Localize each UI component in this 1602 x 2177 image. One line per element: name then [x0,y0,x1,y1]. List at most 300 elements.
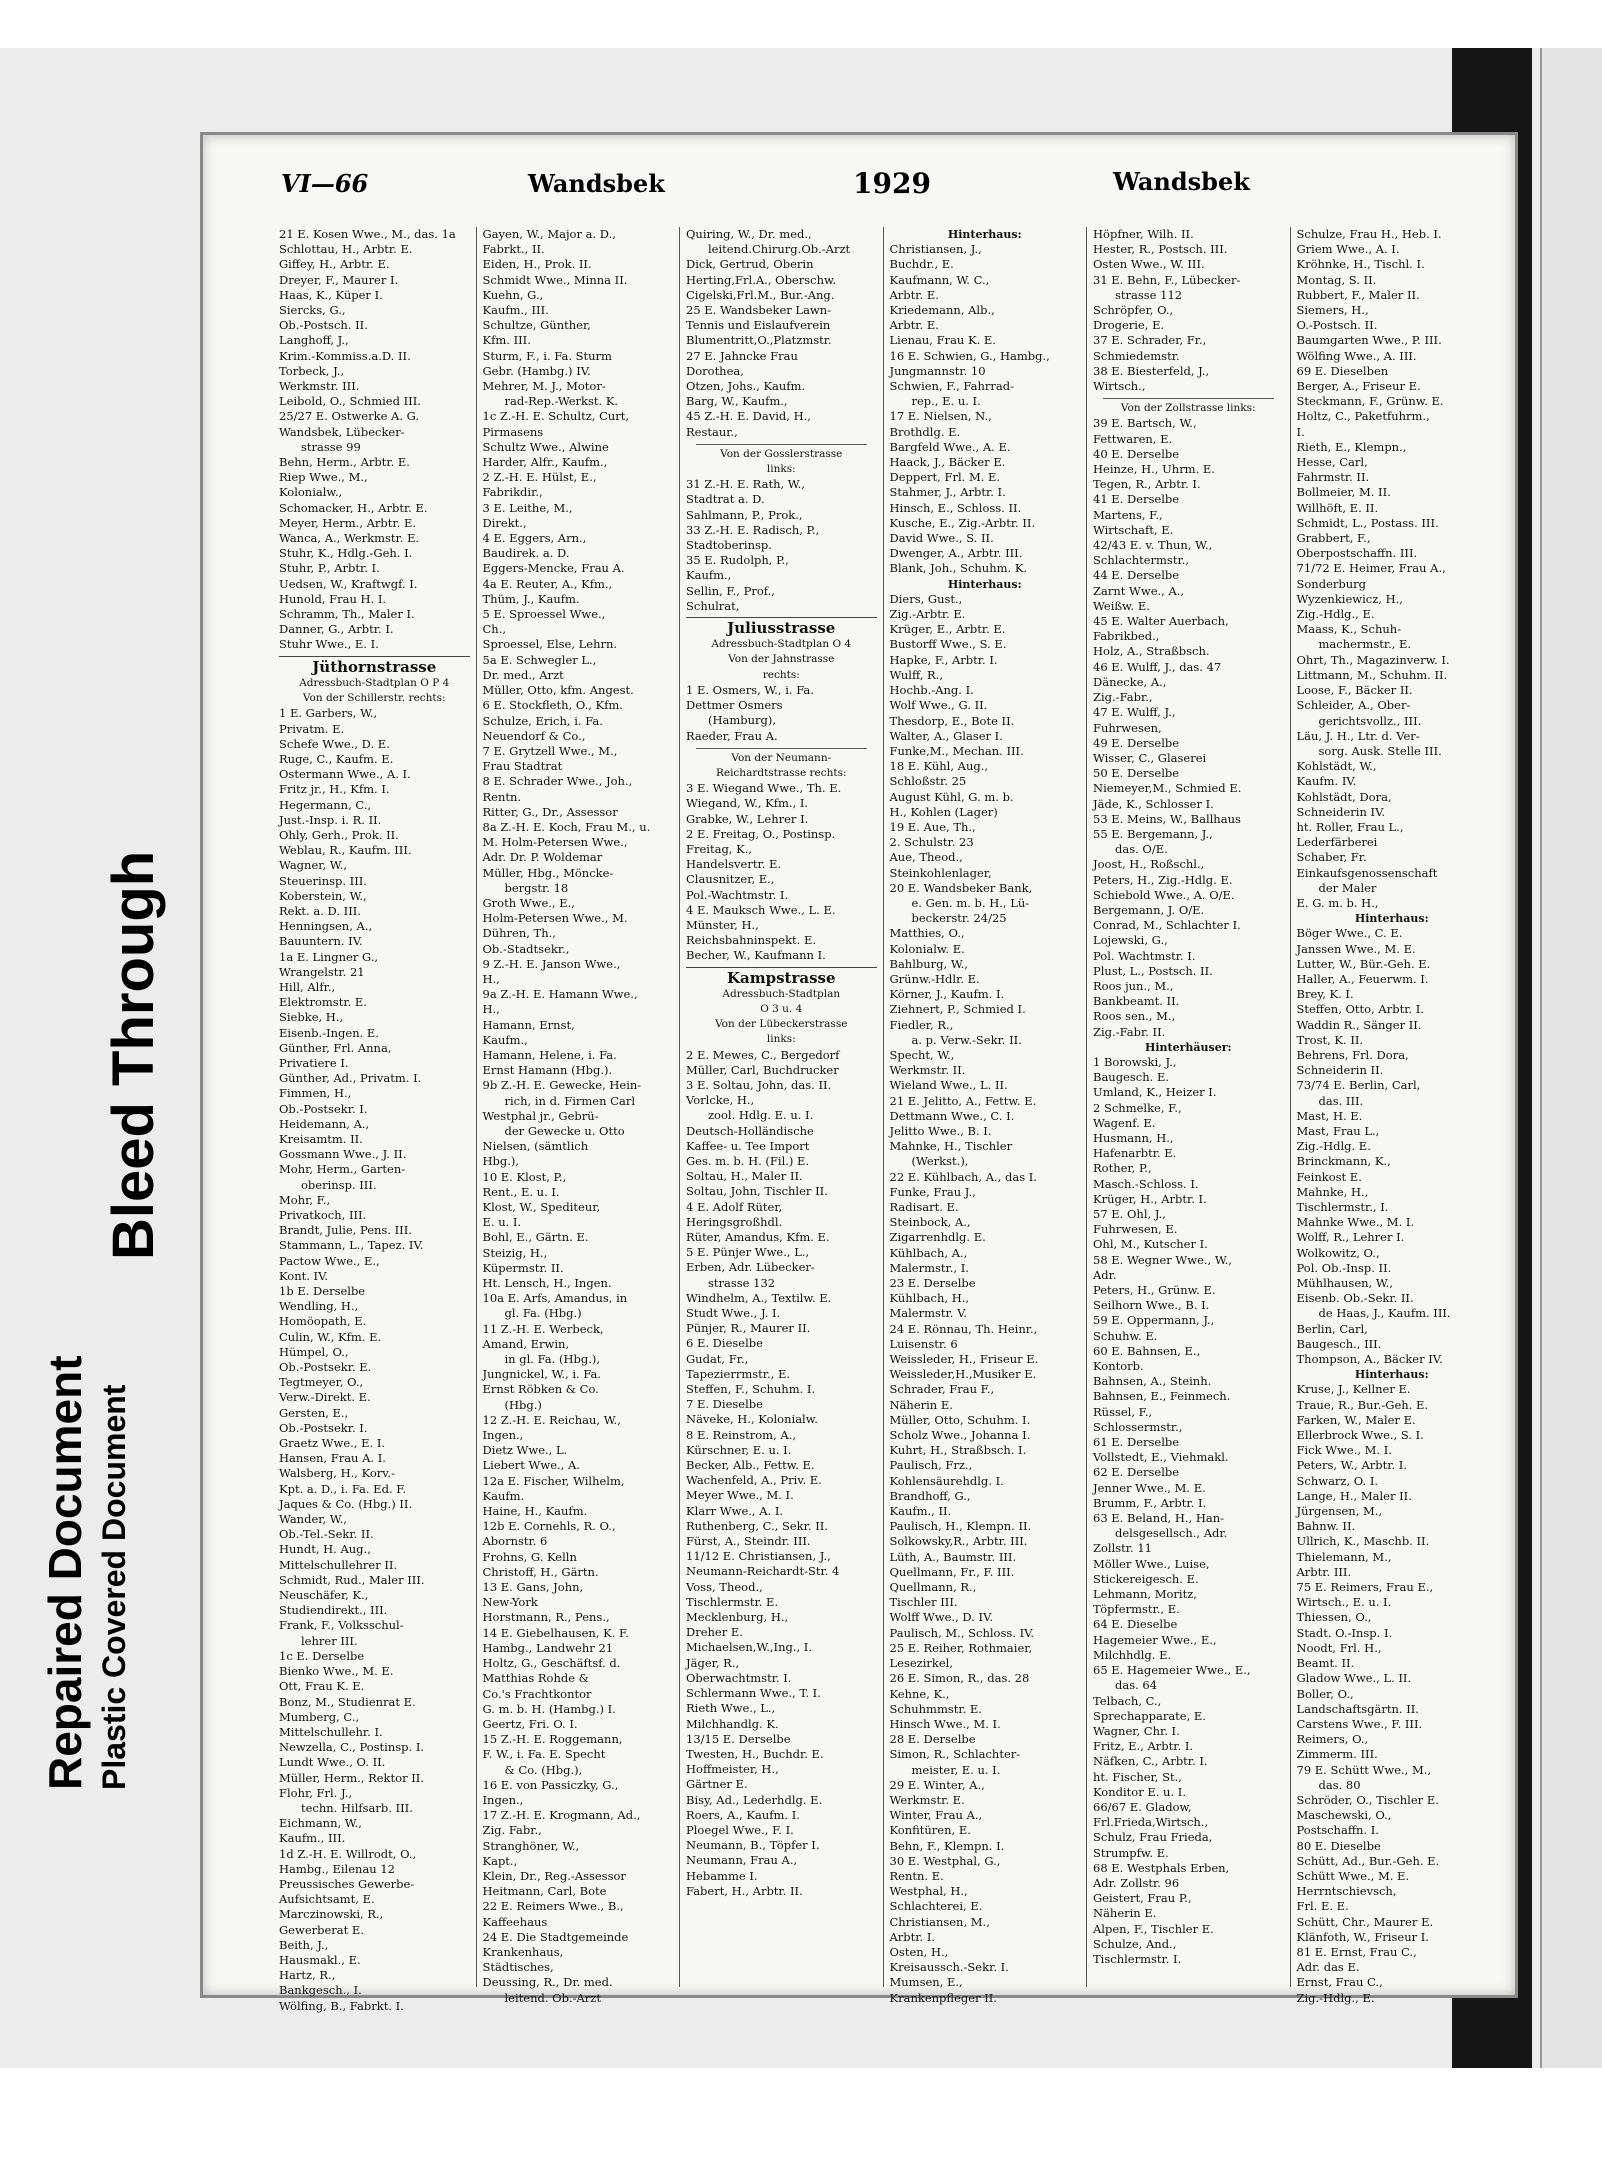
resident-entry: Baugesch., III. [1296,1336,1382,1351]
resident-entry: Hegermann, C., [279,797,372,812]
resident-entry: Reichsbahninspekt. E. [686,933,817,948]
resident-entry: Henningsen, A., [279,919,373,934]
resident-entry: Klarr Wwe., A. I. [686,1503,784,1518]
resident-entry: Siebke, H., [279,1010,344,1025]
resident-entry: Meyer Wwe., M. I. [686,1488,794,1503]
house-entry: 9b Z.-H. E. Gewecke, Hein- [482,1078,642,1093]
resident-entry: Culin, W., Kfm. E. [279,1329,382,1344]
repaired-document-label: Repaired Document [39,1355,91,1790]
resident-entry: Kolonialw. E. [889,941,965,956]
column-5 [1087,227,1291,1987]
resident-entry: Behn, Herm., Arbtr. E. [279,455,410,470]
resident-entry: Konditor E. u. I. [1093,1784,1186,1799]
resident-entry: Brumm, F., Arbtr. I. [1093,1495,1207,1510]
resident-entry: Christoff, H., Gärtn. [482,1564,599,1579]
resident-entry: Niemeyer,M., Schmied E. [1093,781,1242,796]
resident-entry: Frohns, G. Kelln [482,1549,577,1564]
resident-entry: Liebert Wwe., A. [482,1458,580,1473]
resident-entry: Tegtmeyer, O., [279,1375,364,1390]
resident-entry: Müller, Herm., Rektor II. [279,1770,424,1785]
house-entry: 21 E. Kosen Wwe., M., das. 1a [279,227,456,241]
resident-entry: Behn, F., Klempn. I. [889,1838,1005,1853]
street-heading: Kampstrasse [686,967,877,986]
resident-entry: Schramm, Th., Maler I. [279,607,415,622]
resident-entry: Pol. Wachtmstr. I. [1093,948,1196,963]
resident-entry: Wirtschaft, E. [1093,522,1174,537]
resident-entry: Ohl, M., Kutscher I. [1093,1237,1208,1252]
resident-entry: Schlachterei, E. [889,1899,983,1914]
resident-entry: Boller, O., [1296,1686,1354,1701]
resident-entry: Eisenb. Ob.-Sekr. II. [1296,1291,1414,1306]
resident-entry: Luisenstr. 6 [889,1336,958,1351]
resident-entry: Co.'s Frachtkontor [482,1686,592,1701]
resident-entry: Marczinowski, R., [279,1907,384,1922]
resident-entry: Klänfoth, W., Friseur I. [1296,1929,1429,1944]
resident-entry: Leibold, O., Schmied III. [279,394,421,409]
resident-entry: Töpfermstr., E. [1093,1602,1180,1617]
resident-entry: Sonderburg [1296,576,1366,591]
resident-entry: Nielsen, (sämtlich [482,1139,589,1154]
resident-entry: Bankbeamt. II. [1093,994,1180,1009]
resident-entry: Wieland Wwe., L. II. [889,1078,1008,1093]
resident-entry: rad-Rep.-Werkst. K. [504,394,619,409]
resident-entry: Jäger, R., [686,1655,740,1670]
resident-entry: leitend.Chirurg.Ob.-Arzt [708,242,851,257]
house-entry: 65 E. Hagemeier Wwe., E., [1093,1663,1251,1678]
resident-entry: Rubbert, F., Maler II. [1296,287,1420,302]
resident-entry: Reimers, O., [1296,1732,1369,1747]
resident-entry: Haller, A., Feuerwm. I. [1296,971,1429,986]
resident-entry: Werkmstr. II. [889,1063,966,1078]
resident-entry: Schütt Wwe., M. E. [1296,1868,1410,1883]
resident-entry: Wolkowitz, O., [1296,1245,1380,1260]
house-entry: 9 Z.-H. E. Janson Wwe., [482,956,621,971]
resident-entry: Adr. Zollstr. 96 [1093,1875,1180,1890]
resident-entry: Holz, A., Straßbsch. [1093,644,1210,659]
resident-entry: Hansen, Frau A. I. [279,1451,386,1466]
house-entry: 38 E. Biesterfeld, J., [1093,363,1210,378]
resident-entry: Schulze, Frau H., Heb. I. [1296,227,1442,241]
resident-entry: Kapt., [482,1853,518,1868]
resident-entry: August Kühl, G. m. b. [889,789,1014,804]
resident-entry: Fick Wwe., M. I. [1296,1443,1392,1458]
resident-entry: Rüssel, F., [1093,1404,1153,1419]
resident-entry: Baudirek. a. D. [482,546,570,561]
street-note: Von der Gosslerstrasse [720,447,843,460]
resident-entry: Kühlbach, H., [889,1291,970,1306]
resident-entry: Osten Wwe., W. III. [1093,257,1205,272]
resident-entry: Wagner, W., [279,858,347,873]
resident-entry: Tegen, R., Arbtr. I. [1093,477,1201,492]
resident-entry: Günther, Frl. Anna, [279,1040,392,1055]
resident-entry: Strumpfw. E. [1093,1845,1169,1860]
resident-entry: Küpermstr. II. [482,1260,564,1275]
resident-entry: Arbtr. E. [889,287,939,302]
house-entry: 7 E. Dieselbe [686,1397,763,1412]
resident-entry: Hinsch Wwe., M. I. [889,1716,1001,1731]
resident-entry: Hinsch, E., Schloss. II. [889,500,1022,515]
resident-entry: Baumgarten Wwe., P. III. [1296,333,1442,348]
resident-entry: Mehrer, M. J., Motor- [482,379,606,394]
resident-entry: techn. Hilfsarb. III. [301,1800,413,1815]
resident-entry: Stranghöner, W., [482,1838,580,1853]
resident-entry: Kreisamtm. II. [279,1131,363,1146]
resident-entry: Roos jun., M., [1093,978,1174,993]
resident-entry: Zig. Fabr., [482,1823,542,1838]
resident-entry: Danner, G., Arbtr. I. [279,622,394,637]
house-entry: 66/67 E. Gladow, [1093,1799,1192,1814]
street-note: links: [766,1033,796,1046]
resident-entry: Ob.-Postsekr. I. [279,1101,368,1116]
resident-entry: Gewerberat E. [279,1922,364,1937]
resident-entry: Frau Stadtrat [482,759,563,774]
house-entry: 15 Z.-H. E. Roggemann, [482,1732,623,1747]
section-divider [696,748,867,749]
house-entry: 8 E. Reinstrom, A., [686,1427,797,1442]
resident-entry: Montag, S. II. [1296,272,1377,287]
resident-entry: Lüth, A., Baumstr. III. [889,1549,1017,1564]
house-entry: 4 E. Adolf Rüter, [686,1199,783,1214]
resident-entry: Dick, Gertrud, Oberin [686,257,814,272]
resident-entry: zool. Hdlg. E. u. I. [708,1108,814,1123]
resident-entry: (Werkst.), [911,1154,969,1169]
house-entry: 12 Z.-H. E. Reichau, W., [482,1412,621,1427]
resident-entry: in gl. Fa. (Hbg.), [504,1352,600,1367]
house-entry: 1c E. Derselbe [279,1648,365,1663]
resident-entry: Müller, Otto, kfm. Angest. [482,683,634,698]
resident-entry: Privatm. E. [279,721,345,736]
resident-entry: Janssen Wwe., M. E. [1296,941,1416,956]
resident-entry: Pünjer, R., Maurer II. [686,1321,811,1336]
resident-entry: Thiessen, O., [1296,1610,1372,1625]
house-entry: 39 E. Bartsch, W., [1093,416,1197,431]
resident-entry: Mahnke Wwe., M. I. [1296,1215,1415,1230]
resident-entry: Hapke, F., Arbtr. I. [889,652,998,667]
resident-entry: Fuhrwesen, E. [1093,1222,1178,1237]
resident-entry: Eiden, H., Prok. II. [482,257,592,272]
resident-entry: Thesdorp, E., Bote II. [889,713,1015,728]
resident-entry: Elektromstr. E. [279,995,367,1010]
resident-entry: rep., E. u. I. [911,394,981,409]
resident-entry: das. 80 [1318,1777,1361,1792]
resident-entry: Joost, H., Roßschl., [1093,857,1205,872]
resident-entry: Zig.-Hdlg. E. [1296,1139,1371,1154]
house-entry: 12a E. Fischer, Wilhelm, [482,1473,625,1488]
resident-entry: Malermstr., I. [889,1260,969,1275]
resident-entry: Steckmann, F., Grünw. E. [1296,394,1444,409]
resident-entry: Griem Wwe., A. I. [1296,242,1400,257]
resident-entry: Landschaftsgärtn. II. [1296,1701,1419,1716]
house-entry: 49 E. Derselbe [1093,735,1180,750]
resident-entry: Kruse, J., Kellner E. [1296,1382,1411,1397]
house-entry: 29 E. Winter, A., [889,1777,985,1792]
house-entry: 69 E. Dieselben [1296,363,1389,378]
house-entry: 18 E. Kühl, Aug., [889,759,989,774]
resident-entry: Rent., E. u. I. [482,1184,560,1199]
resident-entry: Amand, Erwin, [482,1336,570,1351]
resident-entry: Dorothea, [686,363,744,378]
resident-entry: Tischlermstr. I. [1093,1951,1182,1966]
house-entry: 81 E. Ernst, Frau C., [1296,1944,1417,1959]
resident-entry: Weblau, R., Kaufm. III. [279,843,412,858]
resident-entry: Ges. m. b. H. (Fil.) E. [686,1153,810,1168]
resident-entry: Peters, H., Grünw. E. [1093,1283,1216,1298]
resident-entry: Fritz, E., Arbtr. I. [1093,1739,1194,1754]
resident-entry: F. W., i. Fa. E. Specht [482,1747,606,1762]
resident-entry: Hester, R., Postsch. III. [1093,242,1228,257]
house-entry: 10a E. Arfs, Amandus, in [482,1291,628,1306]
resident-entry: Konfitüren, E. [889,1823,971,1838]
house-entry: 28 E. Derselbe [889,1732,976,1747]
resident-entry: Körner, J., Kaufm. I. [889,987,1005,1002]
resident-entry: Brandt, Julie, Pens. III. [279,1223,412,1238]
resident-entry: Schröder, O., Tischler E. [1296,1792,1439,1807]
resident-entry: Wachenfeld, A., Priv. E. [686,1473,822,1488]
resident-entry: Böger Wwe., C. E. [1296,926,1403,941]
resident-entry: Quiring, W., Dr. med., [686,227,812,241]
directory-columns [273,227,1493,2013]
resident-entry: Flohr, Frl. J., [279,1785,353,1800]
resident-entry: Bahnw. II. [1296,1519,1356,1534]
resident-entry: Schaber, Fr. [1296,850,1367,865]
resident-entry: Maschewski, O., [1296,1808,1392,1823]
resident-entry: Michaelsen,W.,Ing., I. [686,1640,813,1655]
house-entry: 62 E. Derselbe [1093,1465,1180,1480]
house-entry: 4a E. Reuter, A., Kfm., [482,576,613,591]
resident-entry: Gärtner E. [686,1777,748,1792]
resident-entry: Baugesch. E. [1093,1070,1169,1085]
resident-entry: Stadt. O.-Insp. I. [1296,1625,1393,1640]
house-entry: 22 E. Kühlbach, A., das I. [889,1169,1037,1184]
resident-entry: Deutsch-Holländische [686,1123,814,1138]
resident-entry: Rentn. [482,789,522,804]
resident-entry: Ohrt, Th., Magazinverw. I. [1296,652,1450,667]
resident-entry: Schlottau, H., Arbtr. E. [279,242,413,257]
resident-entry: Vorlcke, H., [686,1093,755,1108]
resident-entry: Fabrkt., II. [482,242,545,257]
resident-entry: Zig.-Hdlg., E. [1296,607,1375,622]
resident-entry: New-York [482,1595,538,1610]
resident-entry: Dwenger, A., Arbtr. III. [889,546,1023,561]
resident-entry: Frank, F., Volksschul- [279,1618,404,1633]
resident-entry: strasse 132 [708,1275,776,1290]
resident-entry: M. Holm-Petersen Wwe., [482,835,628,850]
resident-entry: Wisser, C., Glaserei [1093,750,1207,765]
house-entry: 16 E. von Passiczky, G., [482,1777,619,1792]
house-entry: 2 E. Mewes, C., Bergedorf [686,1047,840,1062]
resident-entry: Krüger, E., Arbtr. E. [889,622,1006,637]
house-entry: 37 E. Schrader, Fr., [1093,333,1207,348]
resident-entry: Wölfing Wwe., A. III. [1296,348,1417,363]
resident-entry: Dettmer Osmers [686,698,783,713]
resident-entry: Fürst, A., Steindr. III. [686,1534,811,1549]
resident-entry: Schlossermstr., [1093,1419,1183,1434]
resident-entry: Kaufm., III. [279,1831,346,1846]
resident-entry: Fritz jr., H., Kfm. I. [279,782,390,797]
resident-entry: Voss, Theod., [686,1579,763,1594]
directory-page [200,132,1518,2013]
house-entry: 61 E. Derselbe [1093,1435,1180,1450]
resident-entry: Funke,M., Mechan. III. [889,743,1024,758]
resident-entry: Conrad, M., Schlachter I. [1093,918,1241,933]
resident-entry: Quellmann, Fr., F. III. [889,1564,1015,1579]
resident-entry: Rentn. E. [889,1868,944,1883]
resident-entry: & Co. (Hbg.), [504,1762,583,1777]
resident-entry: Tennis und Eislaufverein [686,318,831,333]
resident-entry: Hausmakl., E. [279,1952,361,1967]
resident-entry: Steffen, Otto, Arbtr. I. [1296,1002,1424,1017]
resident-entry: Schleider, A., Ober- [1296,698,1411,713]
resident-entry: Wolff, R., Lehrer I. [1296,1230,1405,1245]
resident-entry: Krüger, H., Arbtr. I. [1093,1191,1207,1206]
resident-entry: Ohly, Gerh., Prok. II. [279,827,399,842]
resident-entry: Neumann-Reichardt-Str. 4 [686,1564,840,1579]
resident-entry: strasse 112 [1115,287,1183,302]
street-note: Adressbuch-Stadtplan [722,987,841,1000]
resident-entry: Schulz, Frau Frieda, [1093,1830,1213,1845]
resident-entry: Just.-Insp. i. R. II. [279,812,382,827]
resident-entry: Graetz Wwe., E. I. [279,1436,386,1451]
resident-entry: Schmiedemstr. [1093,348,1180,363]
resident-entry: Siemers, H., [1296,303,1369,318]
resident-entry: Erben, Adr. Lübecker- [686,1260,815,1275]
resident-entry: Bauuntern. IV. [279,934,363,949]
resident-entry: Ernst, Frau C., [1296,1975,1383,1990]
resident-entry: Jelitto Wwe., B. I. [889,1123,992,1138]
column-2 [477,227,681,2005]
street-note: Reichardtstrasse rechts: [715,766,847,779]
resident-entry: Mohr, Herm., Garten- [279,1162,406,1177]
resident-entry: Lundt Wwe., O. II. [279,1755,386,1770]
resident-entry: Hoffmeister, H., [686,1762,779,1777]
resident-entry: Simon, R., Schlachter- [889,1747,1021,1762]
resident-entry: Kaufmann, W. C., [889,272,990,287]
resident-entry: Hamann, Helene, i. Fa. [482,1047,617,1062]
resident-entry: Hartz, R., [279,1968,336,1983]
resident-entry: Wolff Wwe., D. IV. [889,1610,994,1625]
resident-entry: Bahnsen, E., Feinmech. [1093,1389,1231,1404]
resident-entry: Hamann, Ernst, [482,1017,575,1032]
resident-entry: Ob.-Postsch. II. [279,318,368,333]
resident-entry: Näherin E. [1093,1906,1157,1921]
resident-entry: oberinsp. III. [301,1177,377,1192]
resident-entry: Otzen, Johs., Kaufm. [686,379,806,394]
resident-entry: David Wwe., S. II. [889,531,994,546]
resident-entry: Dreyer, F., Maurer I. [279,272,399,287]
house-entry: 4 E. Mauksch Wwe., L. E. [686,902,836,917]
resident-entry: Dreher E. [686,1625,743,1640]
resident-entry: Wander, W., [279,1512,347,1527]
resident-entry: Harder, Alfr., Kaufm., [482,455,608,470]
resident-entry: Krankenpfleger II. [889,1990,997,2005]
house-entry: 2. Schulstr. 23 [889,835,974,850]
resident-entry: machermstr., E. [1318,637,1412,652]
street-note: links: [766,463,796,476]
resident-entry: Rekt. a. D. III. [279,903,361,918]
resident-entry: Brinckmann, K., [1296,1154,1391,1169]
resident-entry: Werkmstr. III. [279,379,360,394]
resident-entry: Direkt., [482,515,527,530]
house-entry: 13 E. Gans, John, [482,1580,584,1595]
resident-entry: Deppert, Frl. M. E. [889,470,1001,485]
resident-entry: Fahrmstr. II. [1296,470,1370,485]
house-entry: 25/27 E. Ostwerke A. G. [279,409,420,424]
resident-entry: Maass, K., Schuh- [1296,622,1402,637]
section-label: Hinterhaus: [1354,912,1429,926]
house-entry: 3 E. Soltau, John, das. II. [686,1077,832,1092]
house-entry: 50 E. Derselbe [1093,766,1180,781]
resident-entry: Deussing, R., Dr. med. [482,1975,613,1990]
resident-entry: strasse 99 [301,439,361,454]
resident-entry: Steffen, F., Schuhm. I. [686,1382,816,1397]
resident-entry: Westphal, H., [889,1884,968,1899]
resident-entry: Kreisaussch.-Sekr. I. [889,1960,1009,1975]
resident-entry: Schultz Wwe., Alwine [482,439,609,454]
resident-entry: Bohl, E., Gärtn. E. [482,1230,589,1245]
resident-entry: Barg, W., Kaufm., [686,394,788,409]
resident-entry: Steizig, H., [482,1245,548,1260]
resident-entry: Neuschäfer, K., [279,1588,369,1603]
resident-entry: Frl. E. E. [1296,1899,1349,1914]
resident-entry: Christiansen, J., [889,242,982,257]
resident-entry: Hebamme I. [686,1868,758,1883]
resident-entry: Kaufm., [686,568,732,583]
resident-entry: Freitag, K., [686,841,753,856]
street-heading: Jüthornstrasse [279,656,470,675]
resident-entry: H., Kohlen (Lager) [889,804,998,819]
house-entry: 33 Z.-H. E. Radisch, P., [686,522,820,537]
resident-entry: Homöopath, E. [279,1314,367,1329]
resident-entry: Peters, W., Arbtr. I. [1296,1458,1407,1473]
resident-entry: Mast, H. E. [1296,1108,1363,1123]
resident-entry: Bargfeld Wwe., A. E. [889,439,1011,454]
section-label: Hinterhaus: [947,228,1022,241]
house-entry: 1d Z.-H. E. Willrodt, O., [279,1846,417,1861]
resident-entry: Klost, W., Spediteur, [482,1200,601,1214]
resident-entry: Lutter, W., Bür.-Geh. E. [1296,956,1431,971]
resident-entry: Ziehnert, P., Schmied I. [889,1002,1026,1017]
resident-entry: Jenner Wwe., M. E. [1093,1480,1206,1495]
resident-entry: Wendling, H., [279,1299,359,1314]
resident-entry: Wanca, A., Werkmstr. E. [279,531,420,546]
house-entry: 16 E. Schwien, G., Hambg., [889,348,1050,363]
resident-entry: Frl.Frieda,Wirtsch., [1093,1815,1209,1830]
resident-entry: Umland, K., Heizer I. [1093,1085,1217,1100]
resident-entry: Zarnt Wwe., A., [1093,583,1185,598]
resident-entry: Schomacker, H., Arbtr. E. [279,500,428,515]
resident-entry: Malermstr. V. [889,1306,968,1321]
house-entry: 13/15 E. Derselbe [686,1731,791,1746]
house-entry: 17 E. Nielsen, N., [889,409,992,424]
resident-entry: Rüter, Amandus, Kfm. E. [686,1230,830,1244]
resident-entry: Schütt, Chr., Maurer E. [1296,1914,1434,1929]
house-entry: 40 E. Derselbe [1093,446,1180,461]
resident-entry: Verw.-Direkt. E. [279,1390,371,1405]
house-entry: 17 Z.-H. E. Krogmann, Ad., [482,1808,641,1823]
resident-entry: Thielemann, M., [1296,1549,1392,1564]
resident-entry: e. Gen. m. b. H., Lü- [911,895,1030,910]
resident-entry: Neuendorf & Co., [482,728,586,743]
resident-entry: bergstr. 18 [504,880,569,895]
resident-entry: Willhöft, E. II. [1296,500,1379,515]
column-3 [680,227,884,1987]
resident-entry: lehrer III. [301,1633,358,1648]
house-entry: 47 E. Wulff, J., [1093,705,1176,720]
resident-entry: Heringsgroßhdl. [686,1214,783,1229]
resident-entry: Bonz, M., Studienrat E. [279,1694,416,1709]
resident-entry: Ingen., [482,1428,524,1443]
street-note: Von der Zollstrasse links: [1120,402,1256,415]
